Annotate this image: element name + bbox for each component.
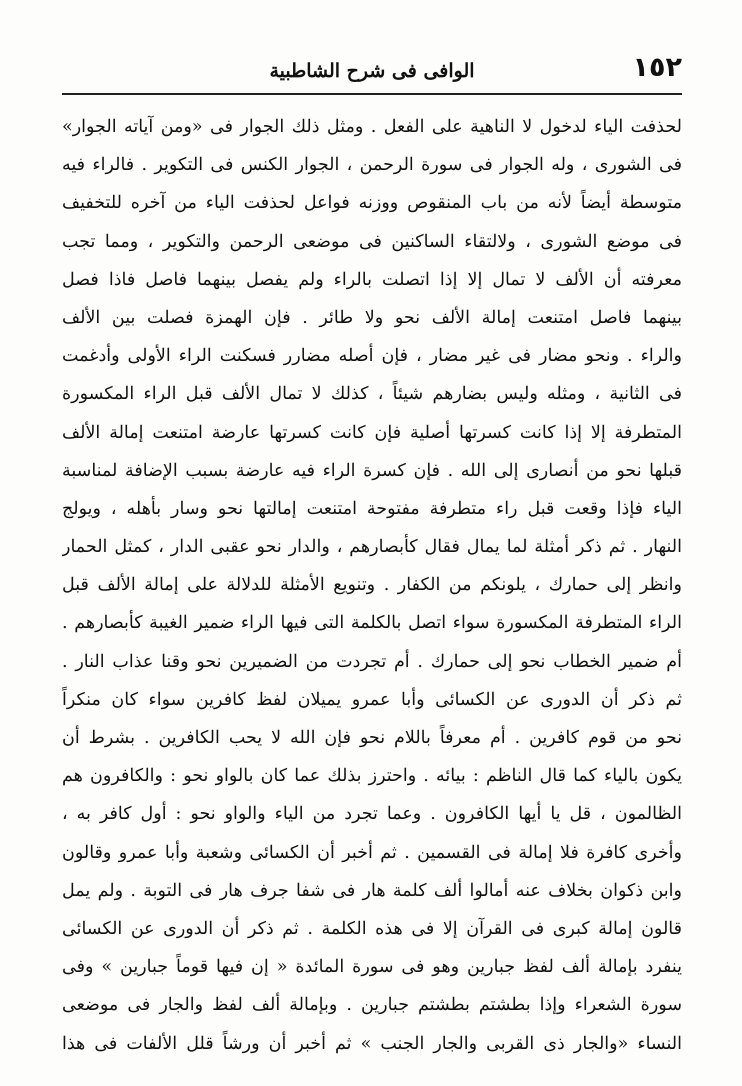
text-line: لحذفت الياء لدخول لا الناهية على الفعل . ومثل ذلك الجوار فى «ومن آياته الجوار» — [62, 117, 682, 137]
text-line: الراء المتطرفة المكسورة سواء اتصل بالكلمة التى فيها الراء ضمير الغيبة كأبصارهم . — [62, 613, 682, 634]
text-line: فى الثانية ، ومثله وليس بضارهم شيئاً ، كذلك لا تمال الألف قبل الراء المكسورة — [62, 384, 682, 405]
text-line: أم ضمير الخطاب نحو إلى حمارك . أم تجردت من الضميرين نحو وقنا عذاب النار . — [62, 651, 682, 672]
text-line: والراء . ونحو مضار فى غير مضار ، فإن أصله مضارر فسكنت الراء الأولى وأدغمت — [62, 346, 682, 367]
text-line: معرفته أن الألف لا تمال إلا إذا اتصلت بالراء ولم يفصل بينهما فاصل فاذا فصل — [62, 269, 682, 290]
text-line: ينفرد بإمالة ألف لفظ جبارين وهو فى سورة المائدة « إن فيها قوماً جبارين » وفى — [62, 957, 682, 978]
text-line: النساء «والجار ذى القربى والجار الجنب » ثم أخبر أن ورشاً قلل الألفات فى هذا — [62, 1033, 682, 1054]
text-line: متوسطة أيضاً لأنه من باب المنقوص ووزنه فواعل لحذفت الياء من آخره للتخفيف — [62, 193, 682, 214]
text-line: نحو من قوم كافرين . أم معرفاً باللام نحو فإن الله لا يحب الكافرين . بشرط أن — [62, 728, 682, 748]
header-rule — [62, 93, 682, 95]
page-header — [62, 52, 682, 92]
page-body — [62, 108, 682, 1063]
text-line: قالون إمالة كبرى فى القرآن إلا فى هذه الكلمة . ثم ذكر أن الدورى عن الكسائى — [62, 918, 682, 939]
page-number: ١٥٢ — [632, 52, 682, 83]
text-line: وانظر إلى حمارك ، يلونكم من الكفار . وتنويع الأمثلة للدلالة على إمالة الألف قبل — [62, 575, 682, 596]
text-line: ثم ذكر أن الدورى عن الكسائى وأبا عمرو يميلان لفظ كافرين سواء كان منكراً — [62, 689, 682, 710]
text-line: الظالمون ، قل يا أيها الكافرون . وعما تجرد من الياء والواو نحو : أول كافر به ، — [62, 804, 682, 825]
running-title: الوافى فى شرح الشاطبية — [269, 60, 475, 82]
text-line: وأخرى كافرة فلا إمالة فى القسمين . ثم أخبر أن الكسائى وشعبة وأبا عمرو وقالون — [62, 842, 682, 863]
text-line: الياء فإذا وقعت قبل راء متطرفة مفتوحة امتنعت إمالتها نحو وسار بأهله ، ويولج — [62, 498, 682, 519]
text-line: قبلها نحو من أنصارى إلى الله . فإن كسرة الراء فيه عارضة بسبب الإضافة لمناسبة — [62, 460, 682, 481]
text-line: بينهما فاصل امتنعت إمالة الألف نحو ولا طائر . فإن الهمزة فصلت بين الألف — [62, 307, 682, 328]
text-line: فى الشورى ، وله الجوار فى سورة الرحمن ، الجوار الكنس فى التكوير . فالراء فيه — [62, 155, 682, 176]
text-line: يكون بالياء كما قال الناظم : بيائه . واحترز بذلك عما كان بالواو نحو : والكافرون هم — [62, 766, 682, 787]
text-line: فى موضع الشورى ، ولالتقاء الساكنين فى موضعى الرحمن والتكوير ، ومما تجب — [62, 231, 682, 252]
text-line: سورة الشعراء وإذا بطشتم بطشتم جبارين . وبإمالة ألف لفظ والجار فى موضعى — [62, 995, 682, 1016]
text-line: وابن ذكوان بخلاف عنه أمالوا ألف كلمة هار فى شفا جرف هار فى التوبة . ولم يمل — [62, 880, 682, 901]
text-line: المتطرفة إلا إذا كانت كسرتها أصلية فإن كانت كسرتها عارضة امتنعت إمالة الألف — [62, 422, 682, 443]
text-line: النهار . ثم ذكر أمثلة لما يمال فقال كأبصارهم ، والدار نحو عقبى الدار ، كمثل الحمار — [62, 537, 682, 558]
